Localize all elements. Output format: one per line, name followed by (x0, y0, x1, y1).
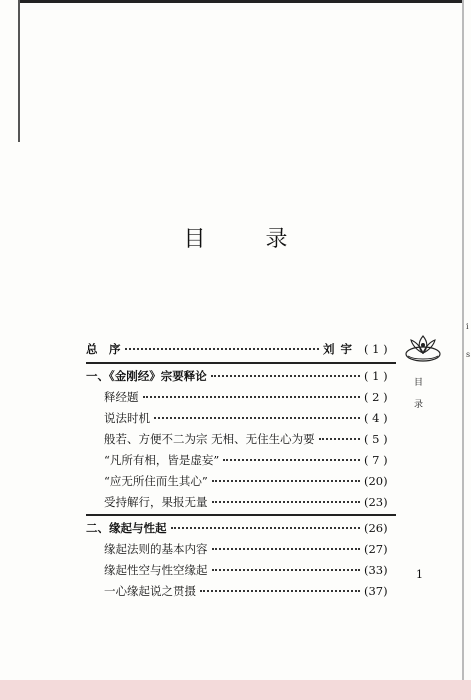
page-number: 1 (416, 568, 423, 581)
toc-page: ( 5 ) (364, 432, 388, 446)
toc-label: 二、缘起与性起 (86, 521, 167, 535)
toc-page: ( 1 ) (364, 342, 388, 356)
toc-entry-section-1[interactable] (86, 368, 396, 384)
dot-leader (319, 428, 360, 440)
toc-page: (20) (364, 474, 388, 488)
lotus-ornament-icon (404, 330, 442, 364)
toc-label: 缘起法则的基本内容 (104, 542, 208, 556)
toc-entry[interactable] (104, 494, 396, 510)
toc-entry[interactable] (104, 410, 396, 426)
side-running-head-1: 目 (414, 378, 424, 388)
toc-entry[interactable] (104, 541, 396, 557)
toc-label: “凡所有相，皆是虚妄” (104, 453, 220, 467)
toc-page: (23) (364, 495, 388, 509)
toc-entry-section-2[interactable] (86, 520, 396, 536)
toc-page: ( 1 ) (364, 369, 388, 383)
toc-entry[interactable] (104, 583, 396, 599)
toc-label: 总 序 (86, 342, 121, 356)
edge-mark: s (466, 350, 471, 359)
toc-label: 释经题 (104, 390, 139, 404)
dot-leader (212, 470, 360, 482)
dot-leader (211, 365, 360, 377)
title-char-2: 录 (265, 227, 288, 252)
dot-leader (171, 517, 361, 529)
dot-leader (200, 580, 360, 592)
toc-page: ( 2 ) (364, 390, 388, 404)
toc-author: 刘宇 (323, 342, 358, 356)
section-divider (86, 362, 396, 364)
toc-entry[interactable] (104, 452, 396, 468)
toc-label: 缘起性空与性空缘起 (104, 563, 208, 577)
toc-page: (33) (364, 563, 388, 577)
dot-leader (125, 338, 320, 350)
edge-mark: i (466, 322, 469, 331)
toc-page: (26) (364, 521, 388, 535)
dot-leader (212, 538, 361, 550)
side-running-head-2: 录 (414, 400, 424, 410)
toc-entry-preface[interactable] (86, 341, 396, 357)
toc-entry[interactable] (104, 473, 396, 489)
title-char-1: 目 (183, 227, 206, 252)
toc-page: (27) (364, 542, 388, 556)
toc-entry[interactable] (104, 431, 396, 447)
toc-label: 受持解行，果报无量 (104, 495, 208, 509)
toc-label: “应无所住而生其心” (104, 474, 208, 488)
dot-leader (223, 449, 360, 461)
section-divider (86, 514, 396, 516)
dot-leader (154, 407, 360, 419)
toc-entry[interactable] (104, 562, 396, 578)
dot-leader (212, 491, 361, 503)
dot-leader (143, 386, 361, 398)
toc-label: 一心缘起说之贯摄 (104, 584, 196, 598)
toc-page: ( 7 ) (364, 453, 388, 467)
toc-label: 说法时机 (104, 411, 150, 425)
toc-label: 般若、方便不二为宗 无相、无住生心为要 (104, 432, 315, 446)
dot-leader (212, 559, 361, 571)
toc-page: (37) (364, 584, 388, 598)
toc-page: ( 4 ) (364, 411, 388, 425)
toc-entry[interactable] (104, 389, 396, 405)
toc-label: 一、《金刚经》宗要释论 (86, 369, 207, 383)
